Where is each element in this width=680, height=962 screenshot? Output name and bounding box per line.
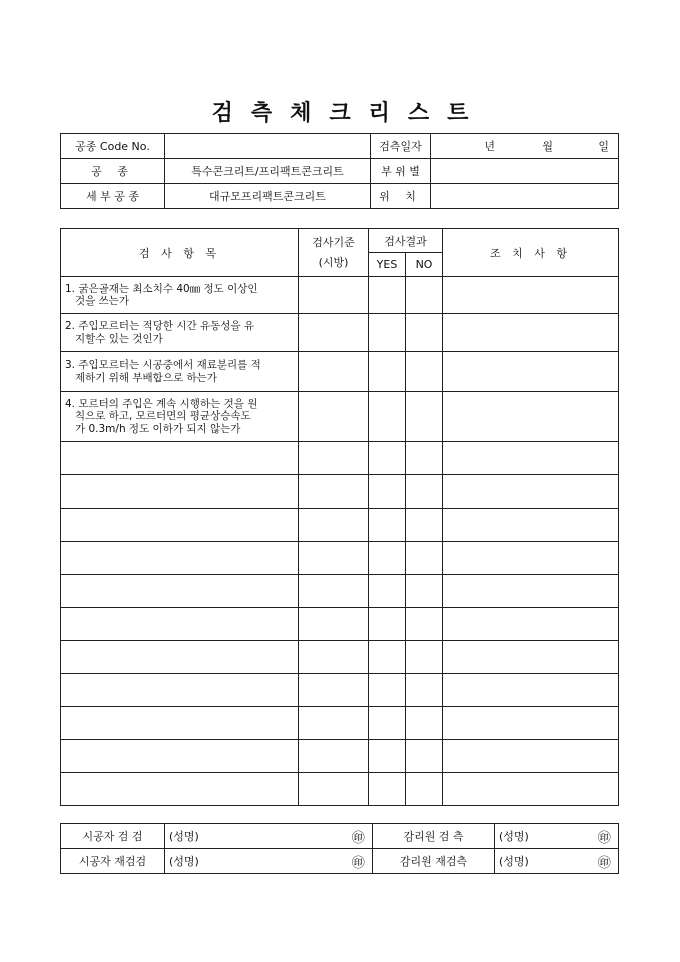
standard-cell[interactable] [299,277,369,314]
no-cell[interactable] [406,707,443,740]
no-cell[interactable] [406,740,443,773]
item-cell[interactable] [61,707,299,740]
part-value[interactable] [431,159,619,184]
location-label: 위 치 [371,184,431,209]
standard-cell[interactable] [299,352,369,392]
title-char: 검 [211,100,233,126]
seal-mark: ㊞ [345,824,373,849]
contractor-name-label: (성명) [165,849,225,874]
standard-cell[interactable] [299,542,369,575]
title-char: 체 [290,100,312,126]
empty-row [61,773,619,806]
empty-row [61,509,619,542]
check-item-3 [61,352,299,392]
no-cell[interactable] [406,277,443,314]
no-cell[interactable] [406,773,443,806]
item-text: 3. 주입모르터는 시공중에서 재료분리를 적 [65,359,261,371]
standard-cell[interactable] [299,674,369,707]
standard-cell[interactable] [299,707,369,740]
col-header-item: 검 사 항 목 [61,229,299,277]
empty-row [61,575,619,608]
item-cell[interactable] [61,608,299,641]
signature-table [60,823,619,874]
checklist-table [60,228,619,806]
standard-cell[interactable] [299,475,369,509]
yes-cell[interactable] [369,509,406,542]
item-text: 4. 모르터의 주입은 계속 시행하는 것을 원 [65,397,258,410]
empty-row [61,608,619,641]
action-cell[interactable] [443,707,619,740]
item-text: 제하기 위해 부배합으로 하는가 [75,371,217,384]
supervisor-name-label[interactable]: (성명) [495,824,591,849]
yes-cell[interactable] [369,442,406,475]
year-label: 년 [484,140,495,153]
contractor-name-label: (성명) [165,824,225,849]
supervisor-name-label[interactable]: (성명) [495,849,591,874]
action-cell[interactable] [443,608,619,641]
supervisor-reinspect-label: 감리원 재검측 [373,849,495,874]
action-cell[interactable] [443,509,619,542]
standard-cell[interactable] [299,740,369,773]
yes-cell[interactable] [369,641,406,674]
col-header-no: NO [406,253,443,277]
header-table [60,133,619,209]
empty-row [61,542,619,575]
action-cell[interactable] [443,442,619,475]
action-cell[interactable] [443,314,619,352]
no-cell[interactable] [406,314,443,352]
contractor-inspect-label: 시공자 검 검 [61,824,165,849]
seal-mark: ㊞ [591,849,619,874]
no-cell[interactable] [406,674,443,707]
title-char: 크 [329,100,351,126]
item-text: 1. 굵은골재는 최소치수 40㎜ 정도 이상인 [65,282,258,295]
check-item-2 [61,314,299,352]
item-text: 지할수 있는 것인가 [75,332,163,345]
col-header-yes: YES [369,253,406,277]
yes-cell[interactable] [369,608,406,641]
empty-row [61,442,619,475]
yes-cell[interactable] [369,352,406,392]
check-item-4 [61,392,299,442]
part-label: 부 위 별 [371,159,431,184]
no-cell[interactable] [406,442,443,475]
standard-cell[interactable] [299,773,369,806]
item-text: 가 0.3m/h 정도 이하가 되지 않는가 [75,422,241,435]
standard-line1: 검사기준 [312,235,355,249]
yes-cell[interactable] [369,740,406,773]
yes-cell[interactable] [369,392,406,442]
day-label: 일 [598,140,609,153]
col-header-result: 검사결과 [369,229,443,253]
action-cell[interactable] [443,575,619,608]
item-cell[interactable] [61,442,299,475]
item-text: 칙으로 하고, 모르터면의 평균상승속도 [75,410,251,423]
work-type-value: 특수콘크리트/프리팩트콘크리트 [165,159,371,184]
no-cell[interactable] [406,641,443,674]
item-cell[interactable] [61,509,299,542]
contractor-name-field[interactable] [225,824,345,849]
no-cell[interactable] [406,509,443,542]
no-cell[interactable] [406,608,443,641]
action-cell[interactable] [443,392,619,442]
item-cell[interactable] [61,740,299,773]
standard-cell[interactable] [299,641,369,674]
standard-cell[interactable] [299,442,369,475]
empty-row [61,674,619,707]
seal-mark: ㊞ [591,824,619,849]
standard-cell[interactable] [299,575,369,608]
check-item-1 [61,277,299,314]
no-cell[interactable] [406,575,443,608]
empty-row [61,707,619,740]
empty-row [61,740,619,773]
item-text: 것을 쓰는가 [75,295,130,307]
detail-work-value: 대규모프리팩트콘크리트 [165,184,371,209]
contractor-reinspect-label: 시공자 재검검 [61,849,165,874]
title-char: 트 [447,100,469,126]
action-cell[interactable] [443,641,619,674]
action-cell[interactable] [443,542,619,575]
action-cell[interactable] [443,674,619,707]
yes-cell[interactable] [369,542,406,575]
col-header-action: 조 치 사 항 [443,229,619,277]
item-cell[interactable] [61,475,299,509]
standard-cell[interactable] [299,314,369,352]
code-no-label: 공종 Code No. [61,134,165,159]
empty-row [61,641,619,674]
title-char: 측 [250,100,273,126]
item-cell[interactable] [61,674,299,707]
action-cell[interactable] [443,475,619,509]
item-text: 2. 주입모르터는 적당한 시간 유동성을 유 [65,320,254,332]
standard-line2: (시방) [318,255,349,269]
action-cell[interactable] [443,352,619,392]
item-cell[interactable] [61,542,299,575]
no-cell[interactable] [406,542,443,575]
no-cell[interactable] [406,475,443,509]
col-header-standard [299,229,369,277]
yes-cell[interactable] [369,575,406,608]
item-cell[interactable] [61,773,299,806]
page-title [0,96,680,127]
month-label: 월 [542,140,553,153]
work-type-label: 공 종 [61,159,165,184]
action-cell[interactable] [443,277,619,314]
standard-cell[interactable] [299,608,369,641]
standard-cell[interactable] [299,509,369,542]
title-char: 리 [368,100,390,126]
yes-cell[interactable] [369,674,406,707]
title-char: 스 [407,100,430,126]
item-cell[interactable] [61,641,299,674]
inspection-date-label: 검측일자 [371,134,431,159]
supervisor-inspect-label: 감리원 검 측 [373,824,495,849]
no-cell[interactable] [406,352,443,392]
action-cell[interactable] [443,740,619,773]
detail-work-label: 세 부 공 종 [61,184,165,209]
inspection-date-value[interactable] [431,134,619,159]
code-no-value[interactable] [165,134,371,159]
yes-cell[interactable] [369,277,406,314]
yes-cell[interactable] [369,707,406,740]
empty-row [61,475,619,509]
item-cell[interactable] [61,575,299,608]
contractor-name-field[interactable] [225,849,345,874]
yes-cell[interactable] [369,475,406,509]
seal-mark: ㊞ [345,849,373,874]
standard-cell[interactable] [299,392,369,442]
no-cell[interactable] [406,392,443,442]
yes-cell[interactable] [369,773,406,806]
action-cell[interactable] [443,773,619,806]
yes-cell[interactable] [369,314,406,352]
location-value[interactable] [431,184,619,209]
